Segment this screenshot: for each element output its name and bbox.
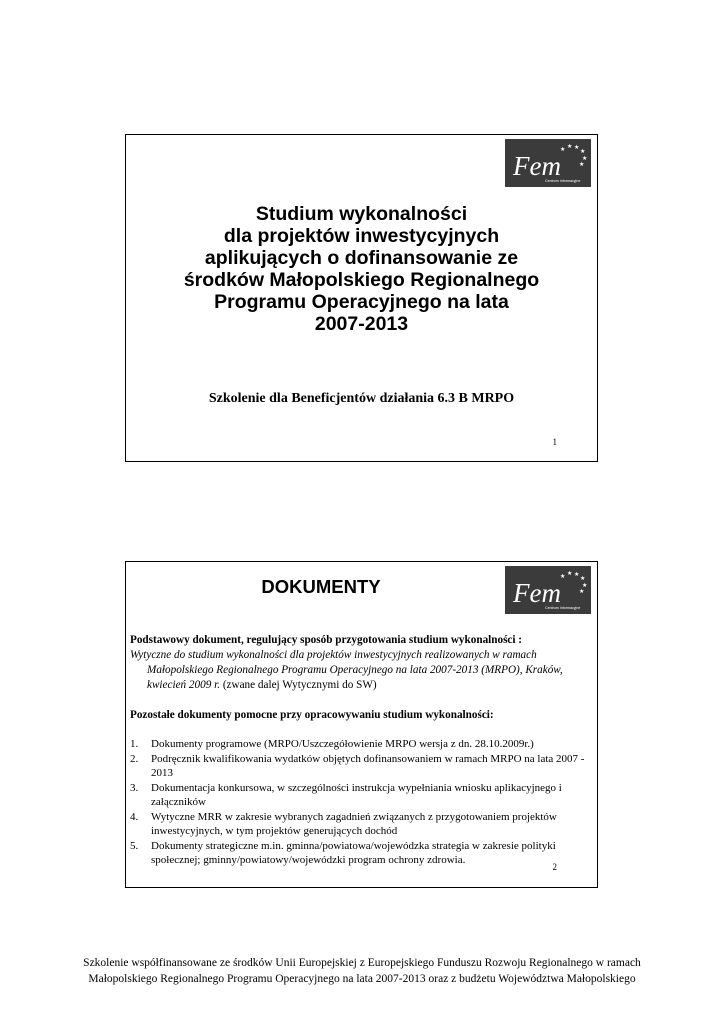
svg-text:★: ★ [580, 575, 586, 582]
logo-text: Fem [513, 578, 561, 608]
list-item-number: 4. [130, 810, 139, 823]
title-line: środków Małopolskiego Regionalnego [183, 269, 540, 291]
fem-logo [505, 139, 591, 187]
eu-stars-icon [560, 143, 587, 168]
svg-text:★: ★ [567, 570, 573, 577]
slide-title: DOKUMENTY [261, 576, 381, 597]
list-item [130, 752, 591, 781]
eu-stars-icon [560, 570, 587, 595]
title-line: 2007-2013 [314, 313, 409, 335]
list-item-number: 1. [130, 738, 139, 750]
fem-logo-graphic [505, 139, 591, 187]
title-line: Programu Operacyjnego na lata [214, 291, 509, 313]
title-line: Studium wykonalności [255, 203, 468, 225]
guidelines-title: Wytyczne do studium wykonalności dla projektów inwestycyjnych realizowanych w ramach Małopolskiego Regionalnego Programu Operacyjnego na lata 2007-2013 (MRPO), Kraków, kwiecień 2009 r. [130, 649, 563, 691]
list-item-number: 5. [130, 839, 139, 852]
svg-text:★: ★ [574, 571, 580, 578]
slide-2 [125, 561, 598, 888]
list-item-number: 3. [130, 781, 139, 794]
list-item [130, 810, 591, 839]
svg-text:★: ★ [579, 588, 585, 595]
list-item-number: 2. [130, 752, 139, 765]
fem-logo [505, 566, 591, 614]
svg-text:★: ★ [567, 143, 573, 150]
list-item-text: Wytyczne MRR w zakresie wybranych zagadnień związanych z przygotowaniem projektów inwestycyjnych, w tym projektów generujących dochód [151, 810, 557, 837]
guidelines-note: (zwane dalej Wytycznymi do SW) [220, 679, 377, 691]
svg-text:★: ★ [579, 161, 585, 168]
slide-title [136, 203, 587, 335]
slide-1 [125, 134, 598, 462]
fem-logo-graphic [505, 566, 591, 614]
list-item-text: Podręcznik kwalifikowania wydatków objętych dofinansowaniem w ramach MRPO na lata 2007 - 2013 [151, 752, 585, 779]
list-item [130, 781, 591, 810]
other-documents-label: Pozostałe dokumenty pomocne przy opracowywaniu studium wykonalności: [130, 709, 494, 721]
title-line: dla projektów inwestycyjnych [223, 225, 500, 247]
list-item-text: Dokumentacja konkursowa, w szczególności instrukcja wypełniania wniosku aplikacyjnego i załączników [151, 781, 562, 808]
logo-subtext: Centrum Informacyjne [545, 606, 581, 610]
logo-text: Fem [513, 151, 561, 181]
list-item [130, 839, 591, 868]
slide-subtitle: Szkolenie dla Beneficjentów działania 6.3 B MRPO [208, 391, 515, 406]
basic-document-label: Podstawowy dokument, regulujący sposób przygotowania studium wykonalności : [130, 634, 523, 646]
list-item [130, 737, 591, 752]
svg-text:★: ★ [582, 582, 588, 589]
svg-text:★: ★ [582, 155, 588, 162]
svg-text:★: ★ [574, 144, 580, 151]
svg-text:★: ★ [580, 148, 586, 155]
svg-text:★: ★ [560, 573, 566, 580]
svg-text:★: ★ [560, 146, 566, 153]
page-number: 2 [552, 862, 557, 872]
logo-subtext: Centrum Informacyjne [545, 179, 581, 183]
funding-footer: Szkolenie współfinansowane ze środków Unii Europejskiej z Europejskiego Funduszu Rozwoju Regionalnego w ramach Małopolskiego Regionalnego Programu Operacyjnego na lata 2007-2013 oraz z budżetu Województwa Małopolskiego [83, 957, 641, 985]
documents-list [130, 737, 591, 868]
list-item-text: Dokumenty programowe (MRPO/Uszczegółowienie MRPO wersja z dn. 28.10.2009r.) [151, 738, 534, 750]
guidelines-document [130, 648, 591, 693]
list-item-text: Dokumenty strategiczne m.in. gminna/powiatowa/wojewódzka strategia w zakresie polityki społecznej; gminny/powiatowy/wojewódzki program ochrony zdrowia. [151, 839, 556, 866]
page-number: 1 [552, 437, 557, 447]
title-line: aplikujących o dofinansowanie ze [204, 247, 519, 269]
